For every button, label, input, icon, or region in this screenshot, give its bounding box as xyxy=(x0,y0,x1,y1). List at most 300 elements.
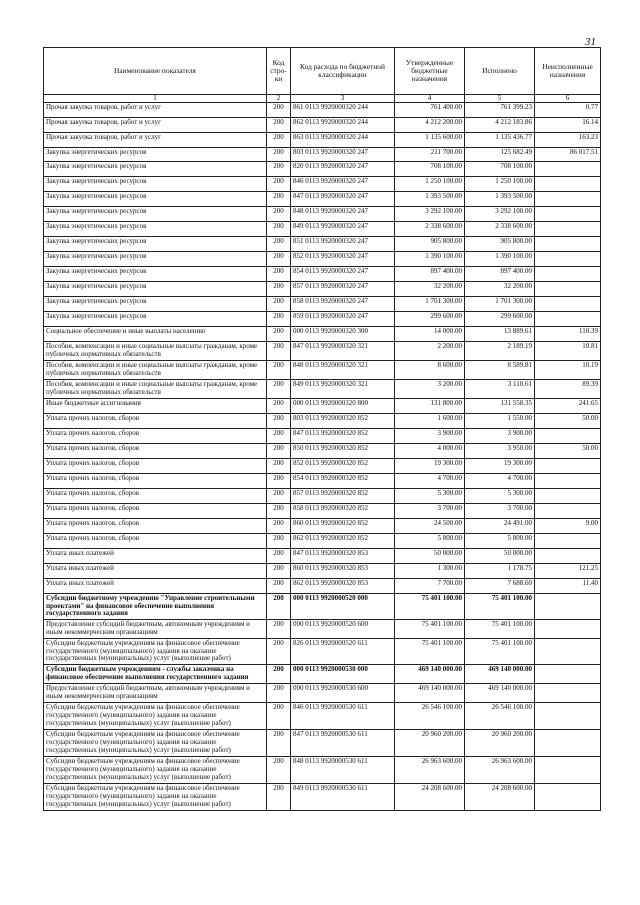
indicator-name-cell: Прочая закупка товаров, работ и услуг xyxy=(44,103,267,118)
approved-amount-cell: 469 140 000.00 xyxy=(395,684,465,703)
remaining-amount-cell: 11.40 xyxy=(535,579,601,594)
remaining-amount-cell xyxy=(535,162,601,177)
budget-classification-cell: 860 0113 9920000320 853 xyxy=(291,564,395,579)
executed-amount-cell: 3 700.00 xyxy=(465,504,535,519)
budget-classification-cell: 862 0113 9920000320 852 xyxy=(291,534,395,549)
remaining-amount-cell xyxy=(535,730,601,757)
indicator-name-cell: Субсидии бюджетным учреждениям на финансовое обеспечение государственного (муниципального) задания на оказание государственных (муниципальных) услуг (выполнение работ) xyxy=(44,730,267,757)
indicator-name-cell: Уплата прочих налогов, сборов xyxy=(44,429,267,444)
budget-classification-cell: 860 0113 9920000320 852 xyxy=(291,519,395,534)
indicator-name-cell: Закупка энергетических ресурсов xyxy=(44,148,267,162)
executed-amount-cell: 3 950.00 xyxy=(465,444,535,459)
remaining-amount-cell: 163.23 xyxy=(535,133,601,148)
table-row xyxy=(44,519,601,534)
executed-amount-cell: 1 390 100.00 xyxy=(465,252,535,267)
column-number: 6 xyxy=(535,95,601,103)
approved-amount-cell: 20 960 200.00 xyxy=(395,730,465,757)
approved-amount-cell: 26 546 100.00 xyxy=(395,703,465,730)
approved-amount-cell: 75 401 100.00 xyxy=(395,594,465,620)
indicator-name-cell: Закупка энергетических ресурсов xyxy=(44,252,267,267)
approved-amount-cell: 8 600.00 xyxy=(395,361,465,380)
approved-amount-cell: 3 200.00 xyxy=(395,380,465,399)
remaining-amount-cell xyxy=(535,282,601,297)
line-code-cell: 200 xyxy=(267,177,291,192)
executed-amount-cell: 1 178.75 xyxy=(465,564,535,579)
indicator-name-cell: Закупка энергетических ресурсов xyxy=(44,222,267,237)
remaining-amount-cell xyxy=(535,222,601,237)
page-number: 31 xyxy=(585,36,596,48)
executed-amount-cell: 75 401 100.00 xyxy=(465,594,535,620)
budget-classification-cell: 820 0113 9920000320 247 xyxy=(291,162,395,177)
executed-amount-cell: 3 900.00 xyxy=(465,429,535,444)
line-code-cell: 200 xyxy=(267,639,291,665)
executed-amount-cell: 75 401 100.00 xyxy=(465,639,535,665)
indicator-name-cell: Закупка энергетических ресурсов xyxy=(44,162,267,177)
header-budget-classification: Код расхода по бюджетной классификации xyxy=(291,48,395,95)
budget-classification-cell: 847 0113 9920000320 852 xyxy=(291,429,395,444)
remaining-amount-cell xyxy=(535,534,601,549)
line-code-cell: 200 xyxy=(267,429,291,444)
table-row xyxy=(44,252,601,267)
budget-classification-cell: 848 0113 9920000530 611 xyxy=(291,757,395,784)
line-code-cell: 200 xyxy=(267,703,291,730)
table-body xyxy=(44,103,601,811)
table-row xyxy=(44,684,601,703)
line-code-cell: 200 xyxy=(267,162,291,177)
indicator-name-cell: Пособия, компенсации и иные социальные выплаты гражданам, кроме публичных нормативных обязательств xyxy=(44,380,267,399)
line-code-cell: 200 xyxy=(267,267,291,282)
indicator-name-cell: Закупка энергетических ресурсов xyxy=(44,237,267,252)
remaining-amount-cell: 50.00 xyxy=(535,414,601,429)
executed-amount-cell: 125 682.49 xyxy=(465,148,535,162)
approved-amount-cell: 5 800.00 xyxy=(395,534,465,549)
indicator-name-cell: Уплата прочих налогов, сборов xyxy=(44,534,267,549)
line-code-cell: 200 xyxy=(267,504,291,519)
remaining-amount-cell xyxy=(535,784,601,811)
table-row xyxy=(44,579,601,594)
remaining-amount-cell xyxy=(535,429,601,444)
indicator-name-cell: Субсидии бюджетным учреждениям на финансовое обеспечение государственного (муниципального) задания на оказание государственных (муниципальных) услуг (выполнение работ) xyxy=(44,639,267,665)
budget-classification-cell: 861 0113 9920000320 244 xyxy=(291,103,395,118)
column-number: 1 xyxy=(44,95,267,103)
table-row xyxy=(44,103,601,118)
executed-amount-cell: 50 000.00 xyxy=(465,549,535,564)
executed-amount-cell: 897 400.00 xyxy=(465,267,535,282)
table-row xyxy=(44,148,601,162)
approved-amount-cell: 131 800.00 xyxy=(395,399,465,414)
indicator-name-cell: Субсидии бюджетным учреждениям на финансовое обеспечение государственного (муниципального) задания на оказание государственных (муниципальных) услуг (выполнение работ) xyxy=(44,784,267,811)
line-code-cell: 200 xyxy=(267,327,291,342)
remaining-amount-cell: 50.00 xyxy=(535,444,601,459)
approved-amount-cell: 7 700.00 xyxy=(395,579,465,594)
budget-classification-cell: 826 0113 9920000520 611 xyxy=(291,639,395,665)
executed-amount-cell: 469 140 000.00 xyxy=(465,665,535,684)
line-code-cell: 200 xyxy=(267,380,291,399)
approved-amount-cell: 75 401 100.00 xyxy=(395,639,465,665)
budget-classification-cell: 859 0113 9920000320 247 xyxy=(291,312,395,327)
remaining-amount-cell: 89.39 xyxy=(535,380,601,399)
table-row xyxy=(44,730,601,757)
approved-amount-cell: 4 000.00 xyxy=(395,444,465,459)
approved-amount-cell: 50 000.00 xyxy=(395,549,465,564)
approved-amount-cell: 1 135 600.00 xyxy=(395,133,465,148)
approved-amount-cell: 761 400.00 xyxy=(395,103,465,118)
approved-amount-cell: 708 100.00 xyxy=(395,162,465,177)
indicator-name-cell: Закупка энергетических ресурсов xyxy=(44,192,267,207)
line-code-cell: 200 xyxy=(267,534,291,549)
executed-amount-cell: 1 250 100.00 xyxy=(465,177,535,192)
approved-amount-cell: 3 900.00 xyxy=(395,429,465,444)
remaining-amount-cell xyxy=(535,757,601,784)
budget-classification-cell: 847 0113 9920000530 611 xyxy=(291,730,395,757)
line-code-cell: 200 xyxy=(267,684,291,703)
budget-classification-cell: 858 0113 9920000320 852 xyxy=(291,504,395,519)
remaining-amount-cell xyxy=(535,684,601,703)
budget-classification-cell: 000 0113 9920000320 300 xyxy=(291,327,395,342)
approved-amount-cell: 1 250 100.00 xyxy=(395,177,465,192)
approved-amount-cell: 5 300.00 xyxy=(395,489,465,504)
executed-amount-cell: 761 399.23 xyxy=(465,103,535,118)
line-code-cell: 200 xyxy=(267,399,291,414)
indicator-name-cell: Предоставление субсидий бюджетным, автономным учреждениям и иным некоммерческим организациям xyxy=(44,620,267,639)
table-row xyxy=(44,564,601,579)
table-row xyxy=(44,177,601,192)
indicator-name-cell: Закупка энергетических ресурсов xyxy=(44,267,267,282)
line-code-cell: 200 xyxy=(267,118,291,133)
approved-amount-cell: 19 300.00 xyxy=(395,459,465,474)
executed-amount-cell: 7 688.60 xyxy=(465,579,535,594)
line-code-cell: 200 xyxy=(267,192,291,207)
line-code-cell: 200 xyxy=(267,665,291,684)
table-row xyxy=(44,474,601,489)
remaining-amount-cell: 110.39 xyxy=(535,327,601,342)
budget-classification-cell: 852 0113 9920000320 852 xyxy=(291,459,395,474)
table-row xyxy=(44,237,601,252)
line-code-cell: 200 xyxy=(267,730,291,757)
executed-amount-cell: 8 589.81 xyxy=(465,361,535,380)
remaining-amount-cell: 9.00 xyxy=(535,519,601,534)
indicator-name-cell: Пособия, компенсации и иные социальные выплаты гражданам, кроме публичных нормативных обязательств xyxy=(44,361,267,380)
executed-amount-cell: 26 963 600.00 xyxy=(465,757,535,784)
table-row xyxy=(44,444,601,459)
line-code-cell: 200 xyxy=(267,549,291,564)
line-code-cell: 200 xyxy=(267,474,291,489)
table-row xyxy=(44,620,601,639)
table-row xyxy=(44,429,601,444)
table-row xyxy=(44,342,601,361)
budget-classification-cell: 848 0113 9920000320 247 xyxy=(291,207,395,222)
header-executed: Исполнено xyxy=(465,48,535,95)
table-row xyxy=(44,459,601,474)
line-code-cell: 200 xyxy=(267,564,291,579)
table-row xyxy=(44,361,601,380)
budget-classification-cell: 847 0113 9920000320 853 xyxy=(291,549,395,564)
line-code-cell: 200 xyxy=(267,757,291,784)
budget-classification-cell: 857 0113 9920000320 852 xyxy=(291,489,395,504)
column-number-row xyxy=(44,95,601,103)
remaining-amount-cell xyxy=(535,312,601,327)
approved-amount-cell: 3 700.00 xyxy=(395,504,465,519)
indicator-name-cell: Прочая закупка товаров, работ и услуг xyxy=(44,133,267,148)
approved-amount-cell: 2 338 600.00 xyxy=(395,222,465,237)
executed-amount-cell: 13 889.61 xyxy=(465,327,535,342)
executed-amount-cell: 26 546 100.00 xyxy=(465,703,535,730)
header-indicator-name: Наименование показателя xyxy=(44,48,267,95)
remaining-amount-cell xyxy=(535,665,601,684)
table-row xyxy=(44,784,601,811)
indicator-name-cell: Субсидии бюджетному учреждению "Управление строительными проектами" на финансовое обеспечение выполнения государственного задания xyxy=(44,594,267,620)
line-code-cell: 200 xyxy=(267,519,291,534)
column-number: 5 xyxy=(465,95,535,103)
executed-amount-cell: 299 600.00 xyxy=(465,312,535,327)
table-row xyxy=(44,118,601,133)
approved-amount-cell: 897 400.00 xyxy=(395,267,465,282)
remaining-amount-cell xyxy=(535,703,601,730)
table-row xyxy=(44,414,601,429)
remaining-amount-cell xyxy=(535,237,601,252)
indicator-name-cell: Закупка энергетических ресурсов xyxy=(44,312,267,327)
table-row xyxy=(44,327,601,342)
indicator-name-cell: Уплата иных платежей xyxy=(44,564,267,579)
approved-amount-cell: 3 292 100.00 xyxy=(395,207,465,222)
executed-amount-cell: 708 100.00 xyxy=(465,162,535,177)
table-row xyxy=(44,703,601,730)
approved-amount-cell: 211 700.00 xyxy=(395,148,465,162)
indicator-name-cell: Уплата иных платежей xyxy=(44,579,267,594)
approved-amount-cell: 299 600.00 xyxy=(395,312,465,327)
line-code-cell: 200 xyxy=(267,237,291,252)
budget-classification-cell: 847 0113 9920000320 247 xyxy=(291,192,395,207)
budget-classification-cell: 858 0113 9920000320 247 xyxy=(291,297,395,312)
indicator-name-cell: Субсидии бюджетным учреждениям на финансовое обеспечение государственного (муниципального) задания на оказание государственных (муниципальных) услуг (выполнение работ) xyxy=(44,703,267,730)
indicator-name-cell: Пособия, компенсации и иные социальные выплаты гражданам, кроме публичных нормативных обязательств xyxy=(44,342,267,361)
indicator-name-cell: Субсидии бюджетным учреждениям - службы заказчика на финансовое обеспечение выполнения государственного задания xyxy=(44,665,267,684)
remaining-amount-cell: 10.81 xyxy=(535,342,601,361)
approved-amount-cell: 24 208 600.00 xyxy=(395,784,465,811)
table-row xyxy=(44,312,601,327)
approved-amount-cell: 24 500.00 xyxy=(395,519,465,534)
remaining-amount-cell: 0.77 xyxy=(535,103,601,118)
budget-classification-cell: 803 0113 9920000320 852 xyxy=(291,414,395,429)
line-code-cell: 200 xyxy=(267,103,291,118)
indicator-name-cell: Закупка энергетических ресурсов xyxy=(44,207,267,222)
budget-classification-cell: 852 0113 9920000320 247 xyxy=(291,252,395,267)
approved-amount-cell: 1 390 100.00 xyxy=(395,252,465,267)
line-code-cell: 200 xyxy=(267,444,291,459)
table-row xyxy=(44,222,601,237)
table-row xyxy=(44,399,601,414)
table-row xyxy=(44,665,601,684)
budget-classification-cell: 848 0113 9920000320 321 xyxy=(291,361,395,380)
indicator-name-cell: Закупка энергетических ресурсов xyxy=(44,282,267,297)
executed-amount-cell: 3 292 100.00 xyxy=(465,207,535,222)
indicator-name-cell: Уплата прочих налогов, сборов xyxy=(44,504,267,519)
column-number: 2 xyxy=(267,95,291,103)
executed-amount-cell: 32 200.00 xyxy=(465,282,535,297)
remaining-amount-cell xyxy=(535,549,601,564)
column-number: 3 xyxy=(291,95,395,103)
table-row xyxy=(44,207,601,222)
table-row xyxy=(44,639,601,665)
remaining-amount-cell xyxy=(535,474,601,489)
header-approved: Утвержденные бюджетные назначения xyxy=(395,48,465,95)
executed-amount-cell: 19 300.00 xyxy=(465,459,535,474)
budget-classification-cell: 849 0113 9920000320 247 xyxy=(291,222,395,237)
line-code-cell: 200 xyxy=(267,148,291,162)
line-code-cell: 200 xyxy=(267,222,291,237)
remaining-amount-cell xyxy=(535,639,601,665)
table-row xyxy=(44,757,601,784)
budget-classification-cell: 846 0113 9920000530 611 xyxy=(291,703,395,730)
budget-classification-cell: 862 0113 9920000320 244 xyxy=(291,118,395,133)
indicator-name-cell: Закупка энергетических ресурсов xyxy=(44,297,267,312)
budget-classification-cell: 854 0113 9920000320 852 xyxy=(291,474,395,489)
budget-classification-cell: 850 0113 9920000320 852 xyxy=(291,444,395,459)
executed-amount-cell: 3 110.61 xyxy=(465,380,535,399)
approved-amount-cell: 905 800.00 xyxy=(395,237,465,252)
executed-amount-cell: 131 558.35 xyxy=(465,399,535,414)
approved-amount-cell: 469 140 000.00 xyxy=(395,665,465,684)
remaining-amount-cell xyxy=(535,620,601,639)
approved-amount-cell: 4 700.00 xyxy=(395,474,465,489)
table-row xyxy=(44,267,601,282)
indicator-name-cell: Уплата прочих налогов, сборов xyxy=(44,444,267,459)
executed-amount-cell: 1 393 500.00 xyxy=(465,192,535,207)
indicator-name-cell: Уплата прочих налогов, сборов xyxy=(44,474,267,489)
executed-amount-cell: 1 550.00 xyxy=(465,414,535,429)
remaining-amount-cell xyxy=(535,459,601,474)
budget-classification-cell: 846 0113 9920000320 247 xyxy=(291,177,395,192)
executed-amount-cell: 24 208 600.00 xyxy=(465,784,535,811)
line-code-cell: 200 xyxy=(267,282,291,297)
line-code-cell: 200 xyxy=(267,414,291,429)
executed-amount-cell: 5 800.00 xyxy=(465,534,535,549)
budget-classification-cell: 863 0113 9920000320 244 xyxy=(291,133,395,148)
executed-amount-cell: 905 800.00 xyxy=(465,237,535,252)
budget-execution-table xyxy=(43,47,601,811)
table-row xyxy=(44,192,601,207)
line-code-cell: 200 xyxy=(267,361,291,380)
budget-classification-cell: 000 0113 9920000520 600 xyxy=(291,620,395,639)
line-code-cell: 200 xyxy=(267,459,291,474)
indicator-name-cell: Уплата иных платежей xyxy=(44,549,267,564)
line-code-cell: 200 xyxy=(267,579,291,594)
table-row xyxy=(44,549,601,564)
approved-amount-cell: 14 000.00 xyxy=(395,327,465,342)
approved-amount-cell: 1 393 500.00 xyxy=(395,192,465,207)
indicator-name-cell: Субсидии бюджетным учреждениям на финансовое обеспечение государственного (муниципального) задания на оказание государственных (муниципальных) услуг (выполнение работ) xyxy=(44,757,267,784)
executed-amount-cell: 4 700.00 xyxy=(465,474,535,489)
executed-amount-cell: 20 960 200.00 xyxy=(465,730,535,757)
remaining-amount-cell xyxy=(535,192,601,207)
executed-amount-cell: 1 701 300.00 xyxy=(465,297,535,312)
indicator-name-cell: Иные бюджетные ассигнования xyxy=(44,399,267,414)
remaining-amount-cell xyxy=(535,267,601,282)
remaining-amount-cell: 121.25 xyxy=(535,564,601,579)
remaining-amount-cell xyxy=(535,252,601,267)
budget-classification-cell: 849 0113 9920000530 611 xyxy=(291,784,395,811)
line-code-cell: 200 xyxy=(267,342,291,361)
table-row xyxy=(44,133,601,148)
header-line-code: Код стро-ки xyxy=(267,48,291,95)
line-code-cell: 200 xyxy=(267,784,291,811)
line-code-cell: 200 xyxy=(267,312,291,327)
remaining-amount-cell: 241.65 xyxy=(535,399,601,414)
remaining-amount-cell xyxy=(535,297,601,312)
header-row xyxy=(44,48,601,95)
approved-amount-cell: 32 200.00 xyxy=(395,282,465,297)
executed-amount-cell: 2 189.19 xyxy=(465,342,535,361)
approved-amount-cell: 1 701 300.00 xyxy=(395,297,465,312)
budget-classification-cell: 000 0113 9920000530 000 xyxy=(291,665,395,684)
executed-amount-cell: 75 401 100.00 xyxy=(465,620,535,639)
indicator-name-cell: Уплата прочих налогов, сборов xyxy=(44,519,267,534)
indicator-name-cell: Социальное обеспечение и иные выплаты населению xyxy=(44,327,267,342)
remaining-amount-cell xyxy=(535,504,601,519)
remaining-amount-cell xyxy=(535,177,601,192)
approved-amount-cell: 75 401 100.00 xyxy=(395,620,465,639)
table-row xyxy=(44,380,601,399)
budget-classification-cell: 847 0113 9920000320 321 xyxy=(291,342,395,361)
remaining-amount-cell xyxy=(535,489,601,504)
approved-amount-cell: 2 200.00 xyxy=(395,342,465,361)
remaining-amount-cell xyxy=(535,594,601,620)
approved-amount-cell: 26 963 600.00 xyxy=(395,757,465,784)
budget-classification-cell: 862 0113 9920000320 853 xyxy=(291,579,395,594)
budget-classification-cell: 857 0113 9920000320 247 xyxy=(291,282,395,297)
table-row xyxy=(44,534,601,549)
column-number: 4 xyxy=(395,95,465,103)
header-remaining: Неисполненные назначения xyxy=(535,48,601,95)
budget-classification-cell: 000 0113 9920000530 600 xyxy=(291,684,395,703)
line-code-cell: 200 xyxy=(267,489,291,504)
budget-classification-cell: 000 0113 9920000520 000 xyxy=(291,594,395,620)
line-code-cell: 200 xyxy=(267,207,291,222)
executed-amount-cell: 469 140 000.00 xyxy=(465,684,535,703)
executed-amount-cell: 2 338 600.00 xyxy=(465,222,535,237)
table-row xyxy=(44,504,601,519)
budget-classification-cell: 000 0113 9920000320 800 xyxy=(291,399,395,414)
remaining-amount-cell: 16.14 xyxy=(535,118,601,133)
line-code-cell: 200 xyxy=(267,252,291,267)
executed-amount-cell: 5 300.00 xyxy=(465,489,535,504)
approved-amount-cell: 1 300.00 xyxy=(395,564,465,579)
table-row xyxy=(44,489,601,504)
table-row xyxy=(44,282,601,297)
line-code-cell: 200 xyxy=(267,594,291,620)
budget-classification-cell: 803 0113 9920000320 247 xyxy=(291,148,395,162)
line-code-cell: 200 xyxy=(267,297,291,312)
indicator-name-cell: Уплата прочих налогов, сборов xyxy=(44,489,267,504)
remaining-amount-cell: 10.19 xyxy=(535,361,601,380)
approved-amount-cell: 1 600.00 xyxy=(395,414,465,429)
line-code-cell: 200 xyxy=(267,620,291,639)
indicator-name-cell: Прочая закупка товаров, работ и услуг xyxy=(44,118,267,133)
approved-amount-cell: 4 212 200.00 xyxy=(395,118,465,133)
executed-amount-cell: 1 135 436.77 xyxy=(465,133,535,148)
indicator-name-cell: Уплата прочих налогов, сборов xyxy=(44,414,267,429)
remaining-amount-cell xyxy=(535,207,601,222)
table-row xyxy=(44,162,601,177)
executed-amount-cell: 4 212 183.86 xyxy=(465,118,535,133)
indicator-name-cell: Закупка энергетических ресурсов xyxy=(44,177,267,192)
indicator-name-cell: Предоставление субсидий бюджетным, автономным учреждениям и иным некоммерческим организациям xyxy=(44,684,267,703)
budget-classification-cell: 849 0113 9920000320 321 xyxy=(291,380,395,399)
line-code-cell: 200 xyxy=(267,133,291,148)
budget-classification-cell: 851 0113 9920000320 247 xyxy=(291,237,395,252)
executed-amount-cell: 24 491.00 xyxy=(465,519,535,534)
table-row xyxy=(44,594,601,620)
